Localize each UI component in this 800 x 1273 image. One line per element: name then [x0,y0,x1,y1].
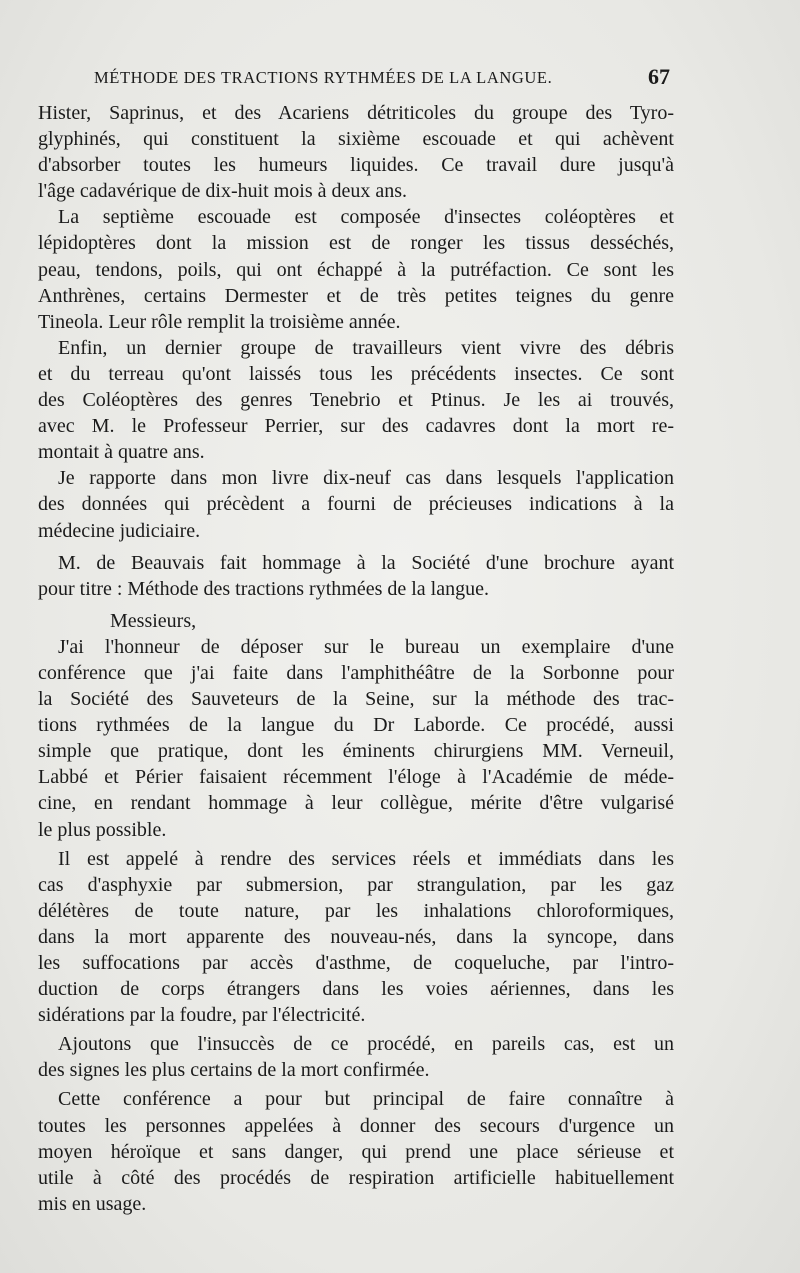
text-line: Je rapporte dans mon livre dix-neuf cas dans lesquels l'application [58,467,674,490]
text-line: des données qui précèdent a fourni de précieuses indications à la [38,493,674,516]
text-line: J'ai l'honneur de déposer sur le bureau un exemplaire d'une [58,635,674,658]
text-line: d'absorber toutes les humeurs liquides. Ce travail dure jusqu'à [38,154,674,177]
text-line: tions rythmées de la langue du Dr Laborde. Ce procédé, aussi [38,714,674,737]
text-line: cine, en rendant hommage à leur collègue, mérite d'être vulgarisé [38,792,674,815]
paragraph [38,1031,674,1083]
paragraph [38,1086,674,1216]
text-line: moyen héroïque et sans danger, qui prend une place sérieuse et [38,1140,674,1163]
page-header [38,64,670,94]
text-line: conférence que j'ai faite dans l'amphithéâtre de la Sorbonne pour [38,661,674,684]
text-line: avec M. le Professeur Perrier, sur des cadavres dont la mort re- [38,415,674,438]
text-line: toutes les personnes appelées à donner des secours d'urgence un [38,1114,674,1137]
text-line: lépidoptères dont la mission est de ronger les tissus desséchés, [38,232,674,255]
text-line: dans la mort apparente des nouveau-nés, dans la syncope, dans [38,925,674,948]
paragraph [38,550,674,602]
text-line: les suffocations par accès d'asthme, de coqueluche, par l'intro- [38,952,674,974]
text-line: utile à côté des procédés de respiration artificielle habituellement [38,1166,674,1189]
text-line: Labbé et Périer faisaient récemment l'éloge à l'Académie de méde- [38,766,674,789]
text-line: le plus possible. [38,818,167,841]
text-line: montait à quatre ans. [38,441,205,464]
text-line: duction de corps étrangers dans les voies aériennes, dans les [38,978,674,1001]
paragraph [38,846,674,1029]
salutation: Messieurs, [110,609,197,632]
text-line: pour titre : Méthode des tractions rythmées de la langue. [38,577,489,600]
paragraph [38,335,674,465]
page-number: 67 [648,64,670,89]
text-line: glyphinés, qui constituent la sixième escouade et qui achèvent [38,128,674,151]
text-line: Enfin, un dernier groupe de travailleurs vient vivre des débris [58,336,674,359]
text-line: peau, tendons, poils, qui ont échappé à la putréfaction. Ce sont les [38,258,674,281]
text-line: Tineola. Leur rôle remplit la troisième année. [38,310,401,333]
paragraph [38,608,674,634]
text-line: et du terreau qu'ont laissés tous les précédents insectes. Ce sont [38,362,674,385]
text-line: la Société des Sauveteurs de la Seine, sur la méthode des trac- [38,688,674,711]
text-line: Anthrènes, certains Dermester et de très petites teignes du genre [38,284,674,307]
running-title: MÉTHODE DES TRACTIONS RYTHMÉES DE LA LANGUE. [94,68,553,87]
paragraph [38,204,674,334]
paragraph [38,634,674,843]
text-line: Il est appelé à rendre des services réels et immédiats dans les [58,847,674,870]
paragraph [38,465,674,543]
text-line: l'âge cadavérique de dix-huit mois à deux ans. [38,180,408,203]
text-line: simple que pratique, dont les éminents chirurgiens MM. Verneuil, [38,740,674,763]
text-line: cas d'asphyxie par submersion, par strangulation, par les gaz [38,873,674,896]
text-line: sidérations par la foudre, par l'électricité. [38,1004,366,1027]
text-line: délétères de toute nature, par les inhalations chloroformiques, [38,899,674,922]
text-line: des signes les plus certains de la mort confirmée. [38,1059,430,1082]
body-text [38,100,674,1217]
text-line: des Coléoptères des genres Tenebrio et Ptinus. Je les ai trouvés, [38,389,674,412]
text-line: M. de Beauvais fait hommage à la Société d'une brochure ayant [58,551,674,574]
text-line: mis en usage. [38,1192,147,1215]
text-line: Cette conférence a pour but principal de faire connaître à [58,1088,674,1111]
text-line: médecine judiciaire. [38,519,201,542]
text-line: Ajoutons que l'insuccès de ce procédé, en pareils cas, est un [58,1033,674,1056]
text-line: Hister, Saprinus, et des Acariens détriticoles du groupe des Tyro- [38,102,674,124]
text-line: La septième escouade est composée d'insectes coléoptères et [58,206,674,229]
paragraph [38,100,674,204]
